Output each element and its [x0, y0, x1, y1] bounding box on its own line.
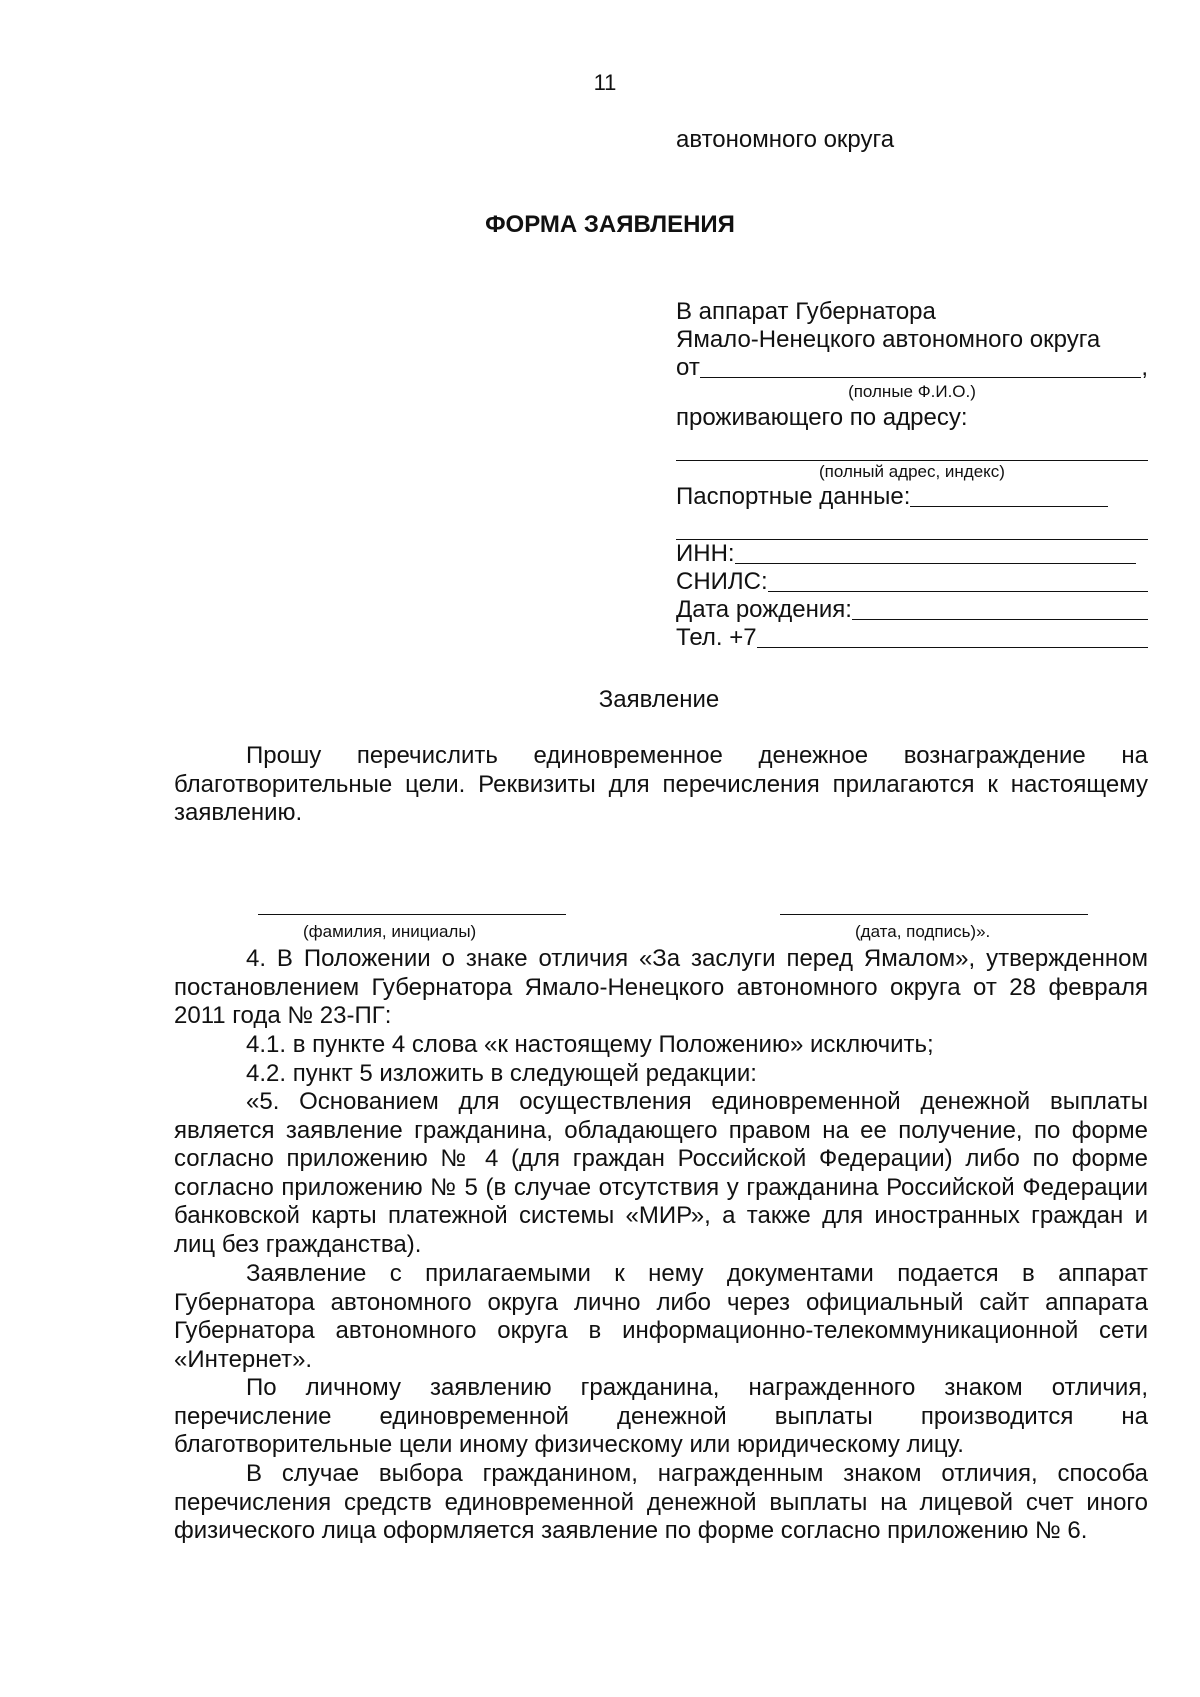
snils-field[interactable]: [676, 568, 1148, 596]
inn-label: ИНН:: [676, 540, 735, 567]
paragraph-choice: В случае выбора гражданином, награжденным знаком отличия, способа перечисления средств единовременной денежной выплаты на лицевой счет иного физического лица оформляется заявление по форме согласно приложению № 6.: [174, 1460, 1148, 1545]
inn-underline: [735, 563, 1136, 564]
from-tail: ,: [1141, 354, 1148, 381]
phone-field[interactable]: [676, 624, 1148, 652]
page-number: 11: [593, 70, 617, 95]
form-title: ФОРМА ЗАЯВЛЕНИЯ: [485, 211, 735, 238]
paragraph-submission: Заявление с прилагаемыми к нему документами подается в аппарат Губернатора автономного округа лично либо через официальный сайт аппарата Губернатора автономного округа в информационно-телекоммуникационной сети «Интернет».: [174, 1260, 1148, 1373]
fio-hint: (полные Ф.И.О.): [848, 382, 976, 401]
paragraph-4-1: 4.1. в пункте 4 слова «к настоящему Положению» исключить;: [246, 1031, 934, 1058]
addressee-block: [676, 298, 1148, 652]
address-field[interactable]: [676, 432, 1148, 461]
passport-underline: [910, 506, 1108, 507]
from-underline: [700, 377, 1142, 378]
passport-field-continued[interactable]: [676, 511, 1148, 540]
name-signature-line[interactable]: [258, 914, 566, 915]
from-field[interactable]: [676, 354, 1148, 382]
birth-field[interactable]: [676, 596, 1148, 624]
birth-label: Дата рождения:: [676, 596, 852, 623]
snils-label: СНИЛС:: [676, 568, 768, 595]
header-continuation: автономного округа: [676, 126, 895, 153]
phone-underline: [757, 647, 1148, 648]
birth-underline: [852, 619, 1148, 620]
phone-label: Тел. +7: [676, 624, 757, 651]
address-hint: (полный адрес, индекс): [819, 462, 1005, 481]
statement-title: Заявление: [598, 686, 720, 713]
addressee-line2: Ямало-Ненецкого автономного округа: [676, 326, 1101, 353]
paragraph-5: «5. Основанием для осуществления единовременной денежной выплаты является заявление гражданина, обладающего правом на ее получение, по форме согласно приложению № 4 (для граждан Российской Федерации) либо по форме согласно приложению № 5 (в случае отсутствия у гражданина Российской Федерации банковской карты платежной системы «МИР», а также для иностранных граждан и лиц без гражданства).: [174, 1088, 1148, 1258]
name-hint: (фамилия, инициалы): [303, 922, 477, 941]
paragraph-charity: По личному заявлению гражданина, награжденного знаком отличия, перечисление единовременной денежной выплаты производится на благотворительные цели иному физическому или юридическому лицу.: [174, 1374, 1148, 1459]
statement-text: Прошу перечислить единовременное денежное вознаграждение на благотворительные цели. Реквизиты для перечисления прилагаются к настоящему заявлению.: [174, 742, 1148, 827]
paragraph-4-2: 4.2. пункт 5 изложить в следующей редакции:: [246, 1060, 757, 1087]
date-signature-line[interactable]: [780, 914, 1088, 915]
snils-underline: [768, 591, 1148, 592]
from-label: от: [676, 354, 700, 381]
paragraph-4: 4. В Положении о знаке отличия «За заслуги перед Ямалом», утвержденном постановлением Губернатора Ямало-Ненецкого автономного округа от 28 февраля 2011 года № 23-ПГ:: [174, 945, 1148, 1030]
date-hint: (дата, подпись)».: [855, 922, 991, 941]
address-label: проживающего по адресу:: [676, 404, 968, 431]
inn-field[interactable]: [676, 540, 1136, 568]
passport-field[interactable]: [676, 483, 1108, 511]
addressee-line1: В аппарат Губернатора: [676, 298, 936, 325]
passport-label: Паспортные данные:: [676, 483, 911, 510]
